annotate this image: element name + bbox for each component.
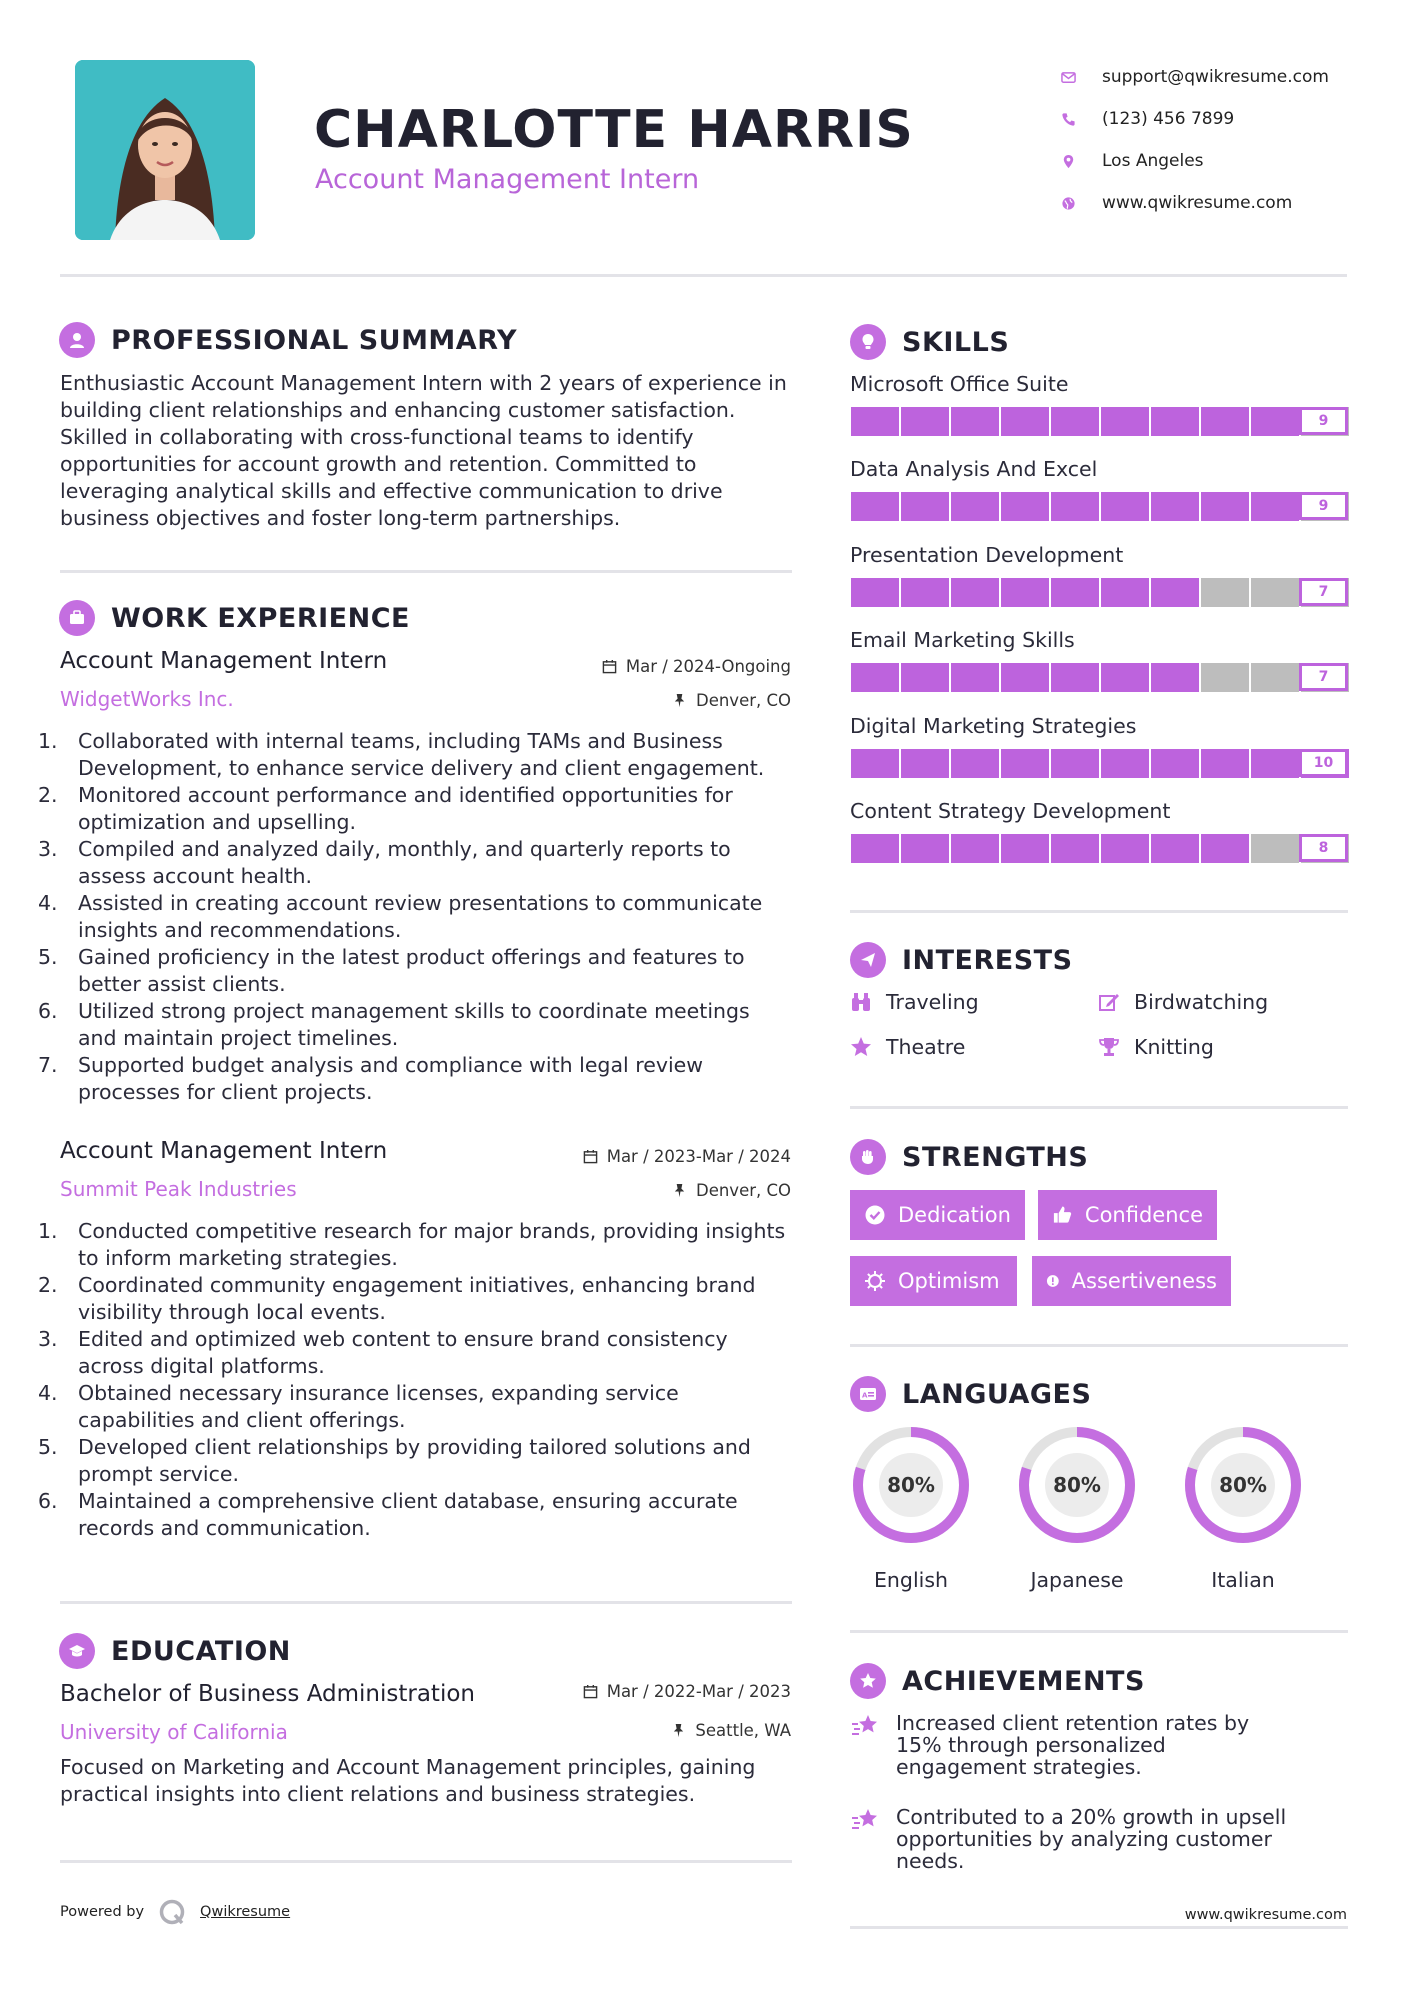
paper-plane-icon <box>850 942 886 978</box>
job-date-value: Mar / 2023-Mar / 2024 <box>606 1147 791 1166</box>
skills-title: SKILLS <box>902 326 1010 358</box>
skill-name: Microsoft Office Suite <box>850 372 1069 396</box>
language-name: Italian <box>1211 1568 1275 1592</box>
skill-bar-segment <box>901 578 951 607</box>
languages-divider <box>850 1630 1348 1633</box>
skill-bar-segment <box>1201 492 1251 521</box>
education-location-value: Seattle, WA <box>695 1721 791 1740</box>
contact-phone[interactable] <box>1050 98 1329 140</box>
skill-bar <box>851 749 1349 778</box>
language-icon <box>850 1376 886 1412</box>
skill-bar-segment <box>1001 492 1051 521</box>
skill-bar-segment <box>1101 663 1151 692</box>
education-date <box>583 1682 791 1701</box>
medal-icon <box>850 1663 886 1699</box>
skill-bar-segment <box>851 578 901 607</box>
skill-bar-segment <box>1001 407 1051 436</box>
summary-heading <box>59 322 517 358</box>
contact-email-value: support@qwikresume.com <box>1102 67 1329 87</box>
strength-tag <box>850 1190 1025 1240</box>
contact-phone-value: (123) 456 7899 <box>1102 109 1235 129</box>
list-item: Collaborated with internal teams, including TAMs and Business Development, to enhance service delivery and client engagement. <box>78 729 765 780</box>
skill-bar-segment <box>1201 749 1251 778</box>
skill-name: Presentation Development <box>850 542 1124 567</box>
achievements-title: ACHIEVEMENTS <box>902 1665 1145 1697</box>
job-bullets <box>60 728 792 1106</box>
lightbulb-icon <box>850 324 886 360</box>
skill-bar-segment <box>1201 834 1251 863</box>
interest-item <box>1098 1035 1214 1059</box>
skill-bar-segment <box>1251 492 1301 521</box>
skill-name: Digital Marketing Strategies <box>850 713 1137 738</box>
language-percent: 80% <box>1053 1473 1101 1497</box>
skill-bar-segment <box>1101 834 1151 863</box>
achievement-item <box>850 1806 1296 1872</box>
strengths-divider <box>850 1344 1348 1347</box>
skill-bar-segment <box>1151 834 1201 863</box>
skill-bar-segment <box>951 834 1001 863</box>
skill-bar-segment <box>951 663 1001 692</box>
summary-title: PROFESSIONAL SUMMARY <box>111 324 518 356</box>
skill-bar-segment <box>1051 834 1101 863</box>
thumbs-up-icon <box>1052 1204 1073 1226</box>
skills-divider <box>850 910 1348 913</box>
summary-text: Enthusiastic Account Management Intern with 2 years of experience in building client relationships and enhancing customer satisfaction. Skilled in collaborating with cross-functional teams to identify opportunities for account growth and retention. Committed to leveraging analytical skills and effective communication to drive business objectives and foster long-term partnerships. <box>60 371 787 530</box>
skill-bar <box>851 663 1349 692</box>
user-icon <box>59 322 95 358</box>
skill-bar-segment <box>1251 578 1301 607</box>
list-item: Edited and optimized web content to ensure brand consistency across digital platforms. <box>78 1327 728 1378</box>
footer-divider-left <box>60 1860 792 1863</box>
strength-tag <box>850 1256 1017 1306</box>
skill-bar-segment <box>1051 663 1101 692</box>
interest-label: Knitting <box>1134 1035 1214 1059</box>
contact-list <box>1050 56 1329 224</box>
skill-bar-segment <box>851 492 901 521</box>
languages-heading <box>850 1376 1091 1412</box>
skill-bar-segment <box>1051 407 1101 436</box>
education-heading <box>59 1633 291 1669</box>
skill-bar-segment <box>1101 749 1151 778</box>
skill-bar-segment <box>901 834 951 863</box>
skill-bar-segment <box>1151 578 1201 607</box>
job-location-value: Denver, CO <box>695 691 791 710</box>
interest-label: Traveling <box>886 990 979 1014</box>
job-date-value: Mar / 2024-Ongoing <box>625 657 791 676</box>
skill-name: Data Analysis And Excel <box>850 457 1098 482</box>
skill-bar <box>851 578 1349 607</box>
interest-item <box>850 1035 965 1059</box>
powered-by <box>60 1898 290 1926</box>
list-item: Supported budget analysis and compliance with legal review processes for client projects. <box>78 1053 704 1104</box>
candidate-title: Account Management Intern <box>315 164 700 195</box>
skill-level-badge: 7 <box>1299 663 1348 691</box>
interests-heading <box>850 942 1073 978</box>
pin-icon <box>672 1183 687 1198</box>
skills-heading <box>850 324 1009 360</box>
skill-bar-segment <box>1151 407 1201 436</box>
mail-icon <box>1050 70 1086 85</box>
location-icon <box>1050 154 1086 169</box>
check-circle-icon <box>864 1204 886 1226</box>
skill-bar-segment <box>1051 578 1101 607</box>
company-name: WidgetWorks Inc. <box>60 687 234 711</box>
skill-bar-segment <box>851 663 901 692</box>
pin-icon <box>671 1723 686 1738</box>
list-item: Monitored account performance and identified opportunities for optimization and upselling. <box>78 783 733 834</box>
language-item <box>850 1424 972 1592</box>
trophy-icon <box>1098 1036 1120 1058</box>
contact-location <box>1050 140 1329 182</box>
skill-level-badge: 7 <box>1299 578 1348 606</box>
list-item: Utilized strong project management skills to coordinate meetings and maintain project timelines. <box>78 999 750 1050</box>
shooting-star-icon <box>850 1804 880 1834</box>
languages-title: LANGUAGES <box>902 1378 1092 1410</box>
fist-icon <box>850 1139 886 1175</box>
shooting-star-icon <box>850 1710 880 1740</box>
language-ring <box>1182 1424 1304 1546</box>
skill-bar-segment <box>901 407 951 436</box>
skill-bar-segment <box>1151 749 1201 778</box>
strength-label: Assertiveness <box>1071 1269 1217 1293</box>
exclamation-icon <box>1046 1270 1060 1292</box>
list-item: Conducted competitive research for major brands, providing insights to inform marketing strategies. <box>78 1219 786 1270</box>
skill-bar <box>851 834 1349 863</box>
interests-divider <box>850 1106 1348 1109</box>
school-name: University of California <box>60 1720 288 1744</box>
skill-bar <box>851 492 1349 521</box>
language-percent: 80% <box>887 1473 935 1497</box>
work-heading <box>59 600 410 636</box>
qwikresume-link[interactable]: Qwikresume <box>200 1904 291 1920</box>
list-item: Assisted in creating account review presentations to communicate insights and recommendations. <box>78 891 763 942</box>
skill-bar-segment <box>901 749 951 778</box>
skill-bar-segment <box>1101 492 1151 521</box>
skill-bar-segment <box>851 407 901 436</box>
edit-icon <box>1098 991 1120 1013</box>
achievement-item <box>850 1712 1296 1778</box>
skill-bar-segment <box>1051 492 1101 521</box>
company-name: Summit Peak Industries <box>60 1177 297 1201</box>
education-title: EDUCATION <box>111 1635 291 1667</box>
calendar-icon <box>583 1684 598 1699</box>
strength-label: Confidence <box>1084 1203 1203 1227</box>
footer-divider-right <box>850 1926 1348 1929</box>
list-item: Obtained necessary insurance licenses, expanding service capabilities and client offerings. <box>78 1381 679 1432</box>
powered-by-label: Powered by <box>60 1904 145 1920</box>
calendar-icon <box>602 659 617 674</box>
work-title: WORK EXPERIENCE <box>111 602 410 634</box>
skill-bar-segment <box>951 407 1001 436</box>
skill-bar <box>851 407 1349 436</box>
binoculars-icon <box>850 991 872 1013</box>
footer-url[interactable]: www.qwikresume.com <box>1184 1907 1347 1923</box>
strength-label: Optimism <box>898 1269 1000 1293</box>
skill-bar-segment <box>1001 578 1051 607</box>
strengths-title: STRENGTHS <box>902 1141 1089 1173</box>
education-location <box>671 1721 791 1740</box>
strength-tag <box>1032 1256 1231 1306</box>
skill-bar-segment <box>1201 578 1251 607</box>
work-divider <box>60 1601 792 1604</box>
list-item: Maintained a comprehensive client database, ensuring accurate records and communication. <box>78 1489 738 1540</box>
list-item: Compiled and analyzed daily, monthly, and quarterly reports to assess account health. <box>78 837 731 888</box>
summary-divider <box>60 570 792 573</box>
skill-bar-segment <box>1151 663 1201 692</box>
job-title: Account Management Intern <box>60 1138 388 1164</box>
language-percent: 80% <box>1219 1473 1267 1497</box>
skill-bar-segment <box>1251 749 1301 778</box>
interests-title: INTERESTS <box>902 944 1073 976</box>
graduation-icon <box>59 1633 95 1669</box>
interest-label: Theatre <box>886 1035 966 1059</box>
strengths-heading <box>850 1139 1088 1175</box>
profile-photo <box>75 60 255 240</box>
job-date <box>583 1147 791 1166</box>
skill-bar-segment <box>1101 407 1151 436</box>
skill-name: Email Marketing Skills <box>850 628 1075 653</box>
calendar-icon <box>583 1149 598 1164</box>
briefcase-icon <box>59 600 95 636</box>
skill-bar-segment <box>951 492 1001 521</box>
skill-bar-segment <box>851 749 901 778</box>
contact-location-value: Los Angeles <box>1102 151 1204 171</box>
pin-icon <box>672 693 687 708</box>
education-date-value: Mar / 2022-Mar / 2023 <box>606 1682 791 1701</box>
job-location-value: Denver, CO <box>695 1181 791 1200</box>
list-item: Developed client relationships by providing tailored solutions and prompt service. <box>78 1435 751 1486</box>
achievements-heading <box>850 1663 1145 1699</box>
interest-item <box>850 990 979 1014</box>
skill-level-badge: 9 <box>1299 492 1348 520</box>
skill-bar-segment <box>951 749 1001 778</box>
qwikresume-logo-icon <box>158 1898 186 1926</box>
skill-bar-segment <box>901 663 951 692</box>
language-ring <box>850 1424 972 1546</box>
skill-bar-segment <box>1001 749 1051 778</box>
interest-item <box>1098 990 1268 1014</box>
contact-website[interactable] <box>1050 182 1329 224</box>
skill-level-badge: 9 <box>1299 407 1348 435</box>
language-name: English <box>873 1568 949 1592</box>
strength-tag <box>1038 1190 1217 1240</box>
language-name: Japanese <box>1030 1568 1124 1592</box>
contact-website-value: www.qwikresume.com <box>1102 193 1293 213</box>
job-location <box>672 1181 791 1200</box>
skill-bar-segment <box>851 834 901 863</box>
achievement-text: Increased client retention rates by 15% through personalized engagement strategies. <box>896 1711 1250 1779</box>
skill-name: Content Strategy Development <box>850 799 1171 823</box>
contact-email[interactable] <box>1050 56 1329 98</box>
skill-bar-segment <box>1251 407 1301 436</box>
strength-label: Dedication <box>898 1203 1011 1227</box>
skill-bar-segment <box>1251 663 1301 692</box>
skill-bar-segment <box>1251 834 1301 863</box>
skill-bar-segment <box>1001 663 1051 692</box>
language-item <box>1182 1424 1304 1592</box>
job-bullets <box>60 1218 792 1542</box>
list-item: Gained proficiency in the latest product offerings and features to better assist clients. <box>78 945 745 996</box>
job-date <box>602 657 791 676</box>
globe-icon <box>1050 196 1086 211</box>
education-text: Focused on Marketing and Account Management principles, gaining practical insights into client relations and business strategies. <box>60 1755 756 1806</box>
skill-bar-segment <box>1201 663 1251 692</box>
language-ring <box>1016 1424 1138 1546</box>
skill-level-badge: 10 <box>1299 749 1348 777</box>
job-location <box>672 691 791 710</box>
job-title: Account Management Intern <box>60 648 388 674</box>
skill-bar-segment <box>1101 578 1151 607</box>
language-item <box>1016 1424 1138 1592</box>
skill-bar-segment <box>1051 749 1101 778</box>
header-divider <box>60 274 1347 277</box>
skill-bar-segment <box>951 578 1001 607</box>
skill-bar-segment <box>1151 492 1201 521</box>
svg-text:A: A <box>862 1391 868 1400</box>
phone-icon <box>1050 112 1086 127</box>
star-icon <box>850 1036 872 1058</box>
skill-bar-segment <box>901 492 951 521</box>
skill-bar-segment <box>1001 834 1051 863</box>
candidate-name: CHARLOTTE HARRIS <box>314 100 914 160</box>
achievement-text: Contributed to a 20% growth in upsell opportunities by analyzing customer needs. <box>896 1805 1287 1873</box>
skill-bar-segment <box>1201 407 1251 436</box>
interest-label: Birdwatching <box>1134 990 1269 1014</box>
sun-icon <box>864 1270 886 1292</box>
list-item: Coordinated community engagement initiatives, enhancing brand visibility through local events. <box>78 1273 756 1324</box>
degree-title: Bachelor of Business Administration <box>60 1681 475 1707</box>
skill-level-badge: 8 <box>1299 834 1348 862</box>
